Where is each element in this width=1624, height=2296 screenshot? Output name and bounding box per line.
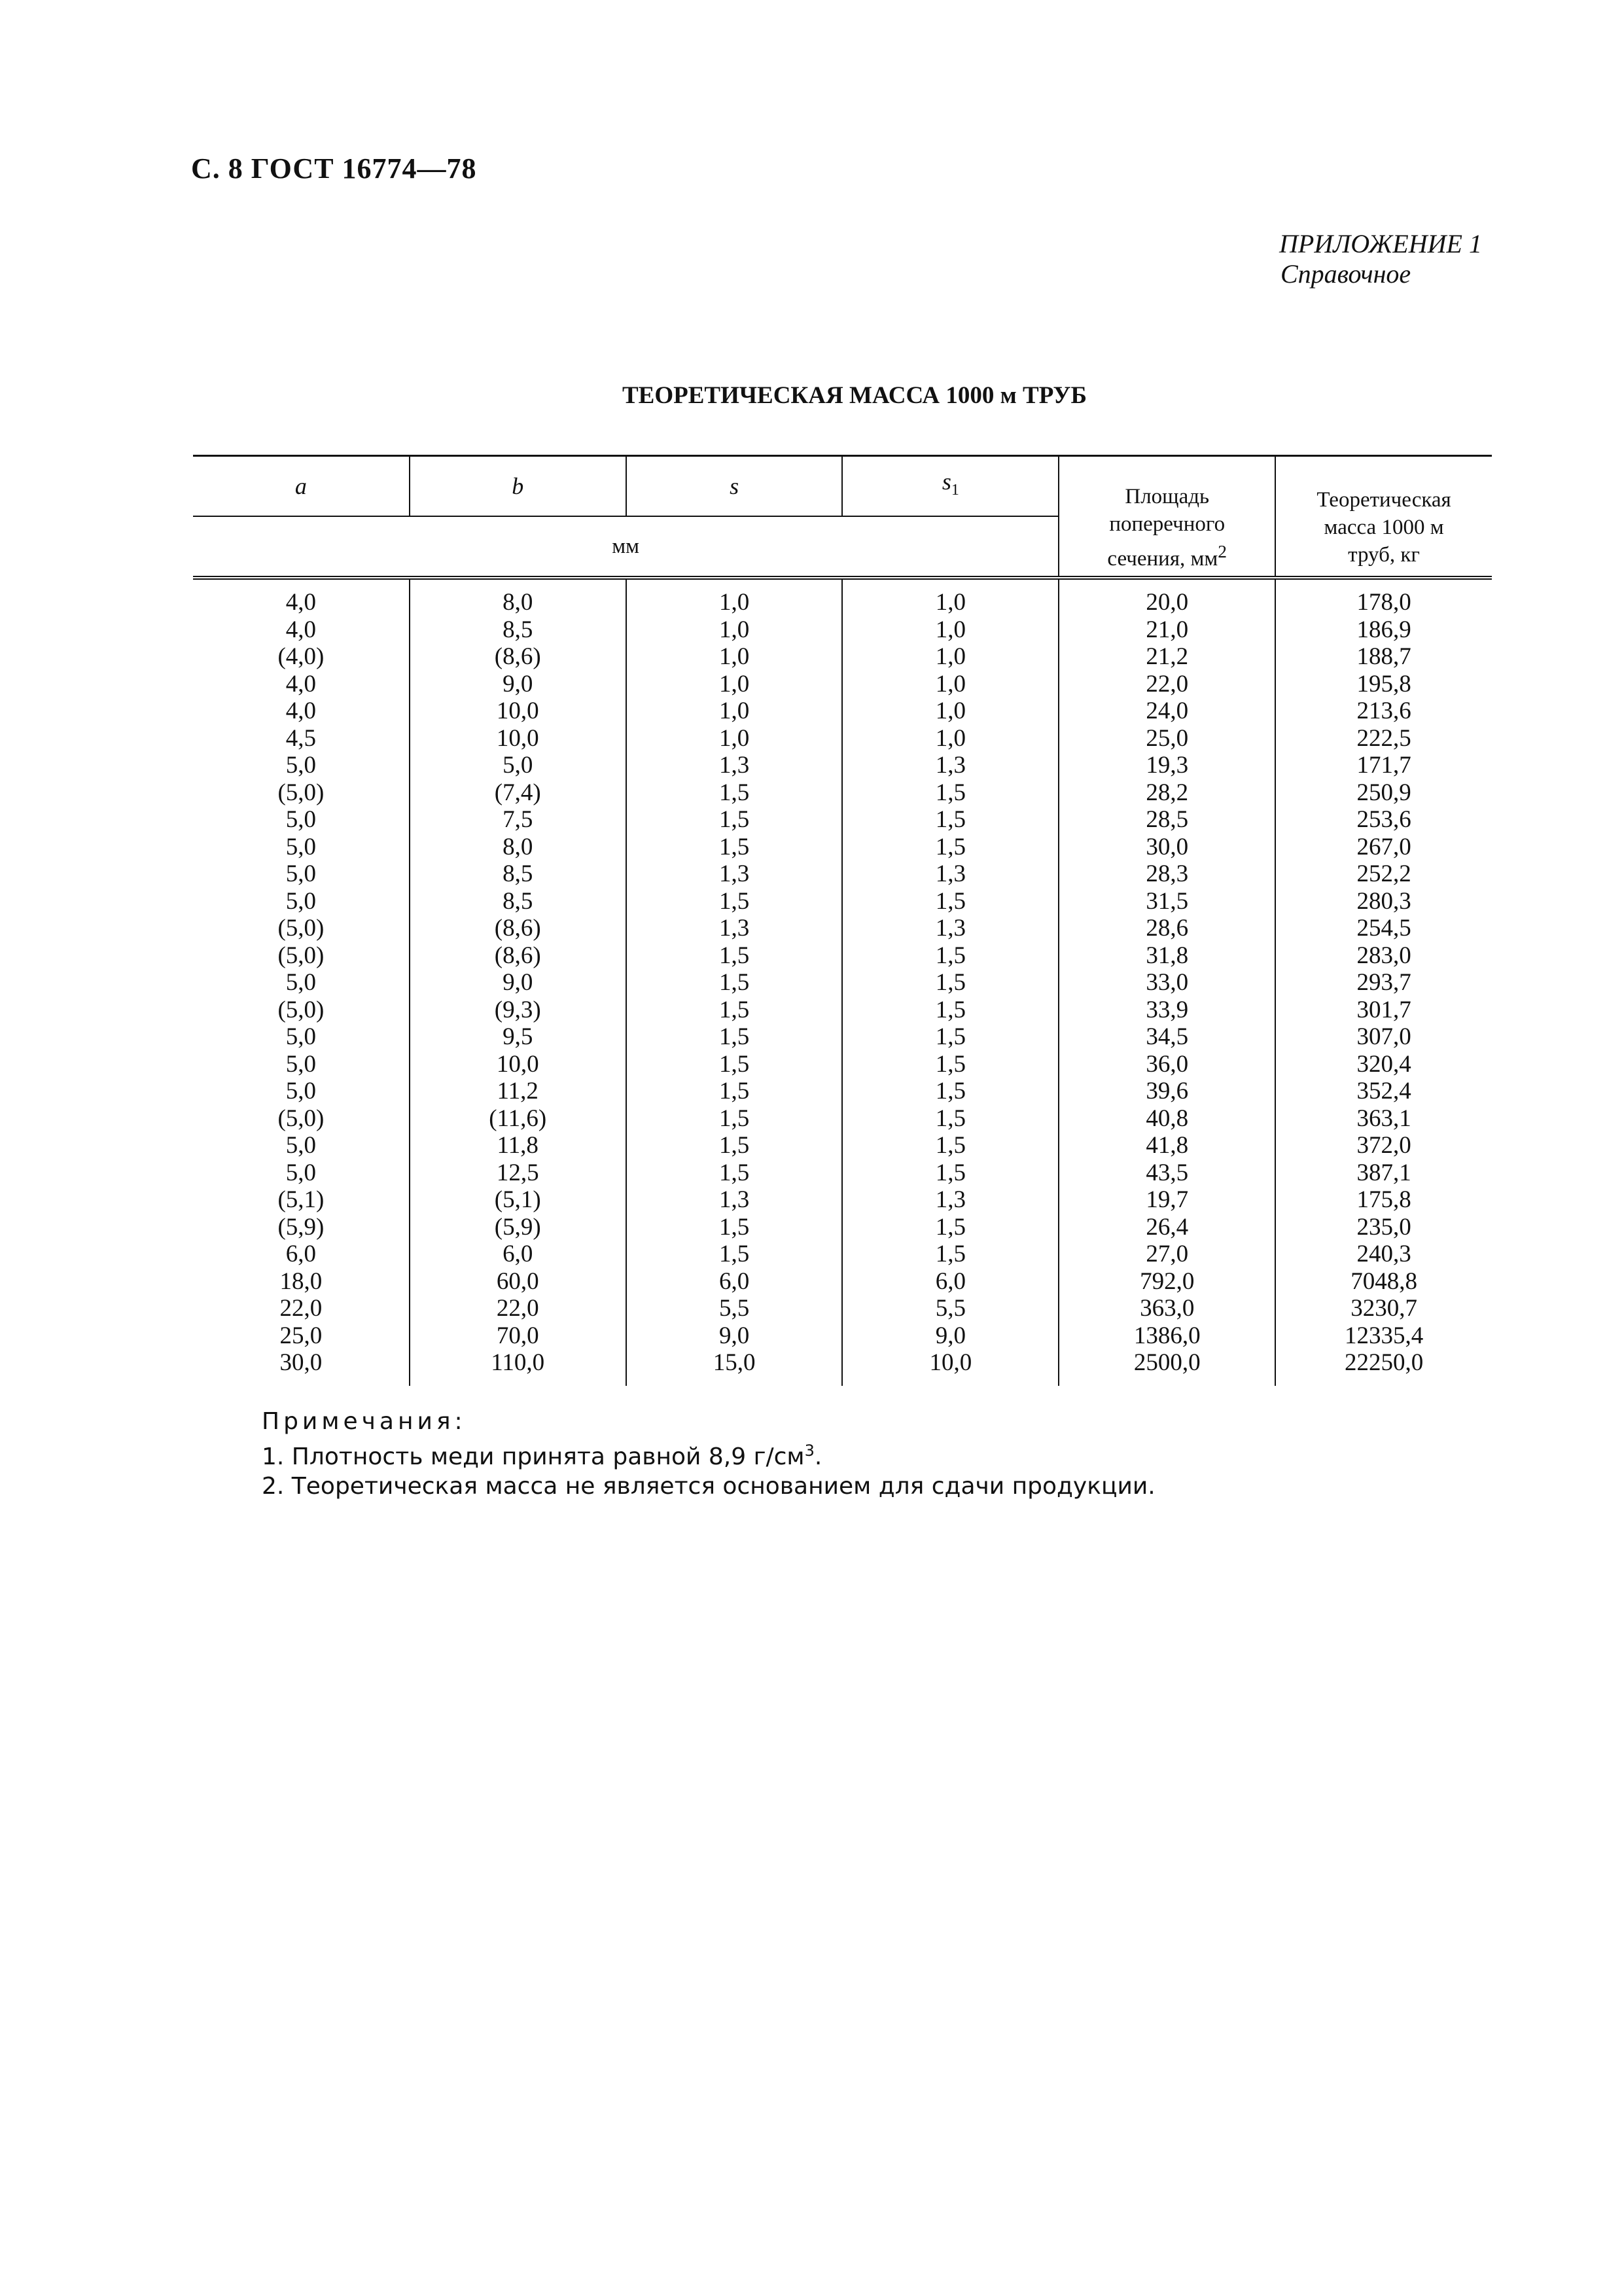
cell-s: 1,0	[626, 616, 843, 644]
cell-a: (5,0)	[277, 942, 325, 969]
cell-area: 21,0	[1059, 616, 1275, 644]
cell-area: 34,5	[1059, 1023, 1275, 1051]
cell-b: (5,9)	[410, 1214, 626, 1241]
table-row	[193, 1241, 1492, 1268]
cell-a: 4,0	[285, 589, 317, 616]
cell-a: 5,0	[285, 860, 317, 887]
cell-mass: 280,3	[1275, 888, 1492, 915]
cell-area: 31,8	[1059, 942, 1275, 970]
cell-s1: 1,5	[842, 1214, 1059, 1241]
cell-b: 22,0	[410, 1295, 626, 1322]
cell-b: 12,5	[410, 1159, 626, 1187]
cell-mass: 320,4	[1275, 1051, 1492, 1078]
table-row	[193, 860, 1492, 888]
cell-s1: 1,5	[842, 997, 1059, 1024]
cell-a: (4,0)	[277, 643, 325, 670]
cell-s: 5,5	[626, 1295, 843, 1322]
cell-s: 6,0	[626, 1268, 843, 1296]
cell-b: (11,6)	[410, 1105, 626, 1133]
cell-mass: 372,0	[1275, 1132, 1492, 1159]
cell-s1: 1,5	[842, 1051, 1059, 1078]
cell-area: 2500,0	[1059, 1349, 1275, 1386]
table-row	[193, 969, 1492, 997]
cell-a: 5,0	[285, 833, 317, 860]
cell-s: 1,5	[626, 1159, 843, 1187]
cell-area: 39,6	[1059, 1078, 1275, 1105]
cell-s: 1,3	[626, 860, 843, 888]
cell-mass: 252,2	[1275, 860, 1492, 888]
table-row	[193, 1186, 1492, 1214]
cell-b: (8,6)	[410, 942, 626, 970]
cell-s: 1,3	[626, 1186, 843, 1214]
table-title: ТЕОРЕТИЧЕСКАЯ МАССА 1000 м ТРУБ	[622, 382, 1087, 409]
cell-s: 1,0	[626, 698, 843, 725]
cell-b: 9,0	[410, 969, 626, 997]
cell-s: 1,5	[626, 1078, 843, 1105]
cell-mass: 363,1	[1275, 1105, 1492, 1133]
cell-b: (5,1)	[410, 1186, 626, 1214]
mass-line-3: труб, кг	[1348, 543, 1420, 567]
notes	[262, 1407, 1156, 1501]
cell-mass: 178,0	[1275, 578, 1492, 616]
cell-s1: 5,5	[842, 1295, 1059, 1322]
table-row	[193, 915, 1492, 942]
cell-a: 6,0	[285, 1241, 317, 1267]
cell-area: 33,0	[1059, 969, 1275, 997]
cell-a: 22,0	[279, 1295, 323, 1322]
cell-mass: 171,7	[1275, 752, 1492, 779]
cell-s1: 10,0	[842, 1349, 1059, 1386]
table-body	[193, 578, 1492, 1386]
cell-mass: 213,6	[1275, 698, 1492, 725]
cell-area: 24,0	[1059, 698, 1275, 725]
cell-s1: 1,0	[842, 616, 1059, 644]
cell-b: 7,5	[410, 806, 626, 834]
table-row	[193, 1078, 1492, 1105]
cell-b: 8,0	[410, 834, 626, 861]
mass-line-1: Теоретическая	[1316, 488, 1451, 512]
cell-a: 5,0	[285, 1050, 317, 1078]
unit-header: мм	[193, 516, 1059, 578]
cell-s: 9,0	[626, 1322, 843, 1350]
cell-a: (5,0)	[277, 996, 325, 1023]
cell-s: 1,0	[626, 578, 843, 616]
cell-mass: 188,7	[1275, 643, 1492, 671]
area-superscript: 2	[1218, 540, 1227, 561]
cell-s: 15,0	[626, 1349, 843, 1386]
cell-a: 5,0	[285, 1078, 317, 1104]
cell-area: 1386,0	[1059, 1322, 1275, 1350]
cell-a: 5,0	[285, 806, 317, 833]
cell-b: 9,5	[410, 1023, 626, 1051]
cell-area: 28,3	[1059, 860, 1275, 888]
cell-s1: 1,5	[842, 806, 1059, 834]
cell-mass: 307,0	[1275, 1023, 1492, 1051]
cell-b: (7,4)	[410, 779, 626, 807]
table-row	[193, 779, 1492, 807]
table-header-row	[193, 456, 1492, 517]
cell-a: 18,0	[279, 1267, 323, 1295]
cell-mass: 283,0	[1275, 942, 1492, 970]
cell-area: 30,0	[1059, 834, 1275, 861]
cell-s1: 1,5	[842, 834, 1059, 861]
table-row	[193, 725, 1492, 752]
cell-mass: 3230,7	[1275, 1295, 1492, 1322]
table-row	[193, 1159, 1492, 1187]
cell-b: (9,3)	[410, 997, 626, 1024]
table-row	[193, 888, 1492, 915]
cell-area: 363,0	[1059, 1295, 1275, 1322]
cell-s1: 1,5	[842, 942, 1059, 970]
cell-area: 41,8	[1059, 1132, 1275, 1159]
cell-area: 19,3	[1059, 752, 1275, 779]
cell-mass: 253,6	[1275, 806, 1492, 834]
cell-b: 8,0	[410, 578, 626, 616]
cell-mass: 254,5	[1275, 915, 1492, 942]
cell-s: 1,0	[626, 671, 843, 698]
cell-s1: 1,5	[842, 1159, 1059, 1187]
cell-s: 1,5	[626, 806, 843, 834]
page-header: С. 8 ГОСТ 16774—78	[191, 152, 477, 185]
cell-a: (5,1)	[277, 1186, 325, 1213]
cell-area: 792,0	[1059, 1268, 1275, 1296]
cell-b: 11,8	[410, 1132, 626, 1159]
cell-s: 1,5	[626, 1132, 843, 1159]
cell-a: 4,5	[285, 724, 317, 752]
cell-a: 5,0	[285, 1159, 317, 1186]
cell-b: 8,5	[410, 616, 626, 644]
cell-mass: 195,8	[1275, 671, 1492, 698]
mass-table	[193, 455, 1492, 1386]
cell-s: 1,3	[626, 915, 843, 942]
cell-s1: 1,0	[842, 725, 1059, 752]
table-row	[193, 1322, 1492, 1350]
cell-s: 1,3	[626, 752, 843, 779]
cell-mass: 186,9	[1275, 616, 1492, 644]
note-1	[262, 1436, 1156, 1472]
note-1-superscript: 3	[804, 1441, 815, 1460]
table-row	[193, 1132, 1492, 1159]
cell-mass: 235,0	[1275, 1214, 1492, 1241]
cell-a: 4,0	[285, 698, 317, 724]
cell-s1: 1,5	[842, 1241, 1059, 1268]
cell-b: 70,0	[410, 1322, 626, 1350]
cell-b: 60,0	[410, 1268, 626, 1296]
appendix-type: Справочное	[1280, 259, 1411, 289]
cell-area: 31,5	[1059, 888, 1275, 915]
cell-mass: 301,7	[1275, 997, 1492, 1024]
table-row	[193, 578, 1492, 616]
cell-s: 1,5	[626, 1214, 843, 1241]
cell-mass: 267,0	[1275, 834, 1492, 861]
cell-s: 1,5	[626, 969, 843, 997]
cell-b: 8,5	[410, 860, 626, 888]
table-row	[193, 806, 1492, 834]
cell-area: 22,0	[1059, 671, 1275, 698]
column-header-area	[1059, 456, 1275, 578]
cell-area: 28,6	[1059, 915, 1275, 942]
cell-s: 1,0	[626, 643, 843, 671]
cell-mass: 222,5	[1275, 725, 1492, 752]
cell-area: 21,2	[1059, 643, 1275, 671]
table-row	[193, 643, 1492, 671]
cell-area: 43,5	[1059, 1159, 1275, 1187]
cell-b: 10,0	[410, 1051, 626, 1078]
cell-mass: 240,3	[1275, 1241, 1492, 1268]
note-2: 2. Теоретическая масса не является основанием для сдачи продукции.	[262, 1473, 1156, 1500]
cell-s1: 1,5	[842, 888, 1059, 915]
cell-area: 28,2	[1059, 779, 1275, 807]
cell-mass: 7048,8	[1275, 1268, 1492, 1296]
cell-s1: 1,3	[842, 752, 1059, 779]
cell-a: 5,0	[285, 887, 317, 915]
table-row	[193, 942, 1492, 970]
cell-area: 19,7	[1059, 1186, 1275, 1214]
cell-area: 25,0	[1059, 725, 1275, 752]
cell-mass: 175,8	[1275, 1186, 1492, 1214]
cell-b: 5,0	[410, 752, 626, 779]
cell-area: 20,0	[1059, 578, 1275, 616]
cell-s: 1,0	[626, 725, 843, 752]
mass-line-2: масса 1000 м	[1324, 516, 1444, 539]
column-header-s1	[842, 456, 1059, 517]
cell-s1: 6,0	[842, 1268, 1059, 1296]
cell-area: 28,5	[1059, 806, 1275, 834]
cell-s: 1,5	[626, 997, 843, 1024]
appendix-number: ПРИЛОЖЕНИЕ 1	[1279, 229, 1482, 258]
cell-s: 1,5	[626, 779, 843, 807]
table-row	[193, 834, 1492, 861]
table-row	[193, 1268, 1492, 1296]
cell-area: 36,0	[1059, 1051, 1275, 1078]
cell-area: 27,0	[1059, 1241, 1275, 1268]
table-row	[193, 616, 1492, 644]
cell-s1: 1,0	[842, 671, 1059, 698]
cell-mass: 250,9	[1275, 779, 1492, 807]
table-row	[193, 1214, 1492, 1241]
cell-s1: 1,5	[842, 1078, 1059, 1105]
s1-base: s	[942, 468, 951, 495]
cell-s: 1,5	[626, 888, 843, 915]
cell-s1: 1,0	[842, 643, 1059, 671]
cell-b: (8,6)	[410, 643, 626, 671]
table-row	[193, 1349, 1492, 1386]
column-header-a: a	[193, 456, 410, 517]
cell-mass: 293,7	[1275, 969, 1492, 997]
cell-a: (5,0)	[277, 779, 325, 806]
table-row	[193, 1051, 1492, 1078]
cell-b: 10,0	[410, 725, 626, 752]
cell-mass: 387,1	[1275, 1159, 1492, 1187]
column-header-s: s	[626, 456, 843, 517]
cell-area: 26,4	[1059, 1214, 1275, 1241]
cell-s: 1,5	[626, 1051, 843, 1078]
area-line-2: поперечного	[1109, 512, 1226, 536]
cell-b: 11,2	[410, 1078, 626, 1105]
cell-b: (8,6)	[410, 915, 626, 942]
cell-s1: 1,5	[842, 969, 1059, 997]
cell-s: 1,5	[626, 1023, 843, 1051]
table-row	[193, 1295, 1492, 1322]
cell-s1: 1,3	[842, 1186, 1059, 1214]
cell-mass: 352,4	[1275, 1078, 1492, 1105]
cell-s: 1,5	[626, 834, 843, 861]
note-1-text: 1. Плотность меди принята равной 8,9 г/см	[262, 1443, 805, 1470]
cell-s: 1,5	[626, 1241, 843, 1268]
cell-a: 4,0	[285, 670, 317, 698]
appendix-label	[1279, 229, 1482, 289]
area-line-3	[1059, 538, 1275, 573]
cell-b: 6,0	[410, 1241, 626, 1268]
cell-a: (5,9)	[277, 1213, 325, 1241]
cell-a: (5,0)	[277, 1104, 325, 1132]
cell-s: 1,5	[626, 942, 843, 970]
cell-a: 5,0	[285, 1023, 317, 1050]
area-line-3-text: сечения, мм	[1107, 546, 1218, 571]
cell-b: 8,5	[410, 888, 626, 915]
cell-s1: 1,0	[842, 698, 1059, 725]
s1-subscript: 1	[951, 482, 959, 499]
cell-b: 10,0	[410, 698, 626, 725]
cell-s1: 1,0	[842, 578, 1059, 616]
cell-s1: 1,3	[842, 915, 1059, 942]
table-row	[193, 671, 1492, 698]
cell-b: 110,0	[410, 1349, 626, 1386]
cell-s: 1,5	[626, 1105, 843, 1133]
note-1-end: .	[814, 1443, 822, 1470]
cell-a: 5,0	[285, 969, 317, 996]
cell-a: 4,0	[285, 616, 317, 643]
cell-a: 5,0	[285, 1132, 317, 1159]
cell-s1: 1,5	[842, 1105, 1059, 1133]
cell-mass: 12335,4	[1275, 1322, 1492, 1350]
cell-a: 25,0	[279, 1322, 323, 1349]
cell-a: 30,0	[279, 1349, 323, 1376]
table-row	[193, 997, 1492, 1024]
area-line-1: Площадь	[1125, 484, 1210, 508]
cell-a: 5,0	[285, 752, 317, 779]
table-row	[193, 698, 1492, 725]
cell-s1: 1,5	[842, 779, 1059, 807]
table-row	[193, 1105, 1492, 1133]
cell-b: 9,0	[410, 671, 626, 698]
table-row	[193, 752, 1492, 779]
cell-a: (5,0)	[277, 915, 325, 942]
column-header-mass	[1275, 456, 1492, 578]
cell-area: 40,8	[1059, 1105, 1275, 1133]
cell-s1: 1,5	[842, 1023, 1059, 1051]
cell-s1: 1,5	[842, 1132, 1059, 1159]
column-header-b: b	[410, 456, 626, 517]
cell-s1: 9,0	[842, 1322, 1059, 1350]
cell-s1: 1,3	[842, 860, 1059, 888]
table-row	[193, 1023, 1492, 1051]
cell-mass: 22250,0	[1275, 1349, 1492, 1386]
notes-heading: Примечания:	[262, 1408, 467, 1435]
cell-area: 33,9	[1059, 997, 1275, 1024]
